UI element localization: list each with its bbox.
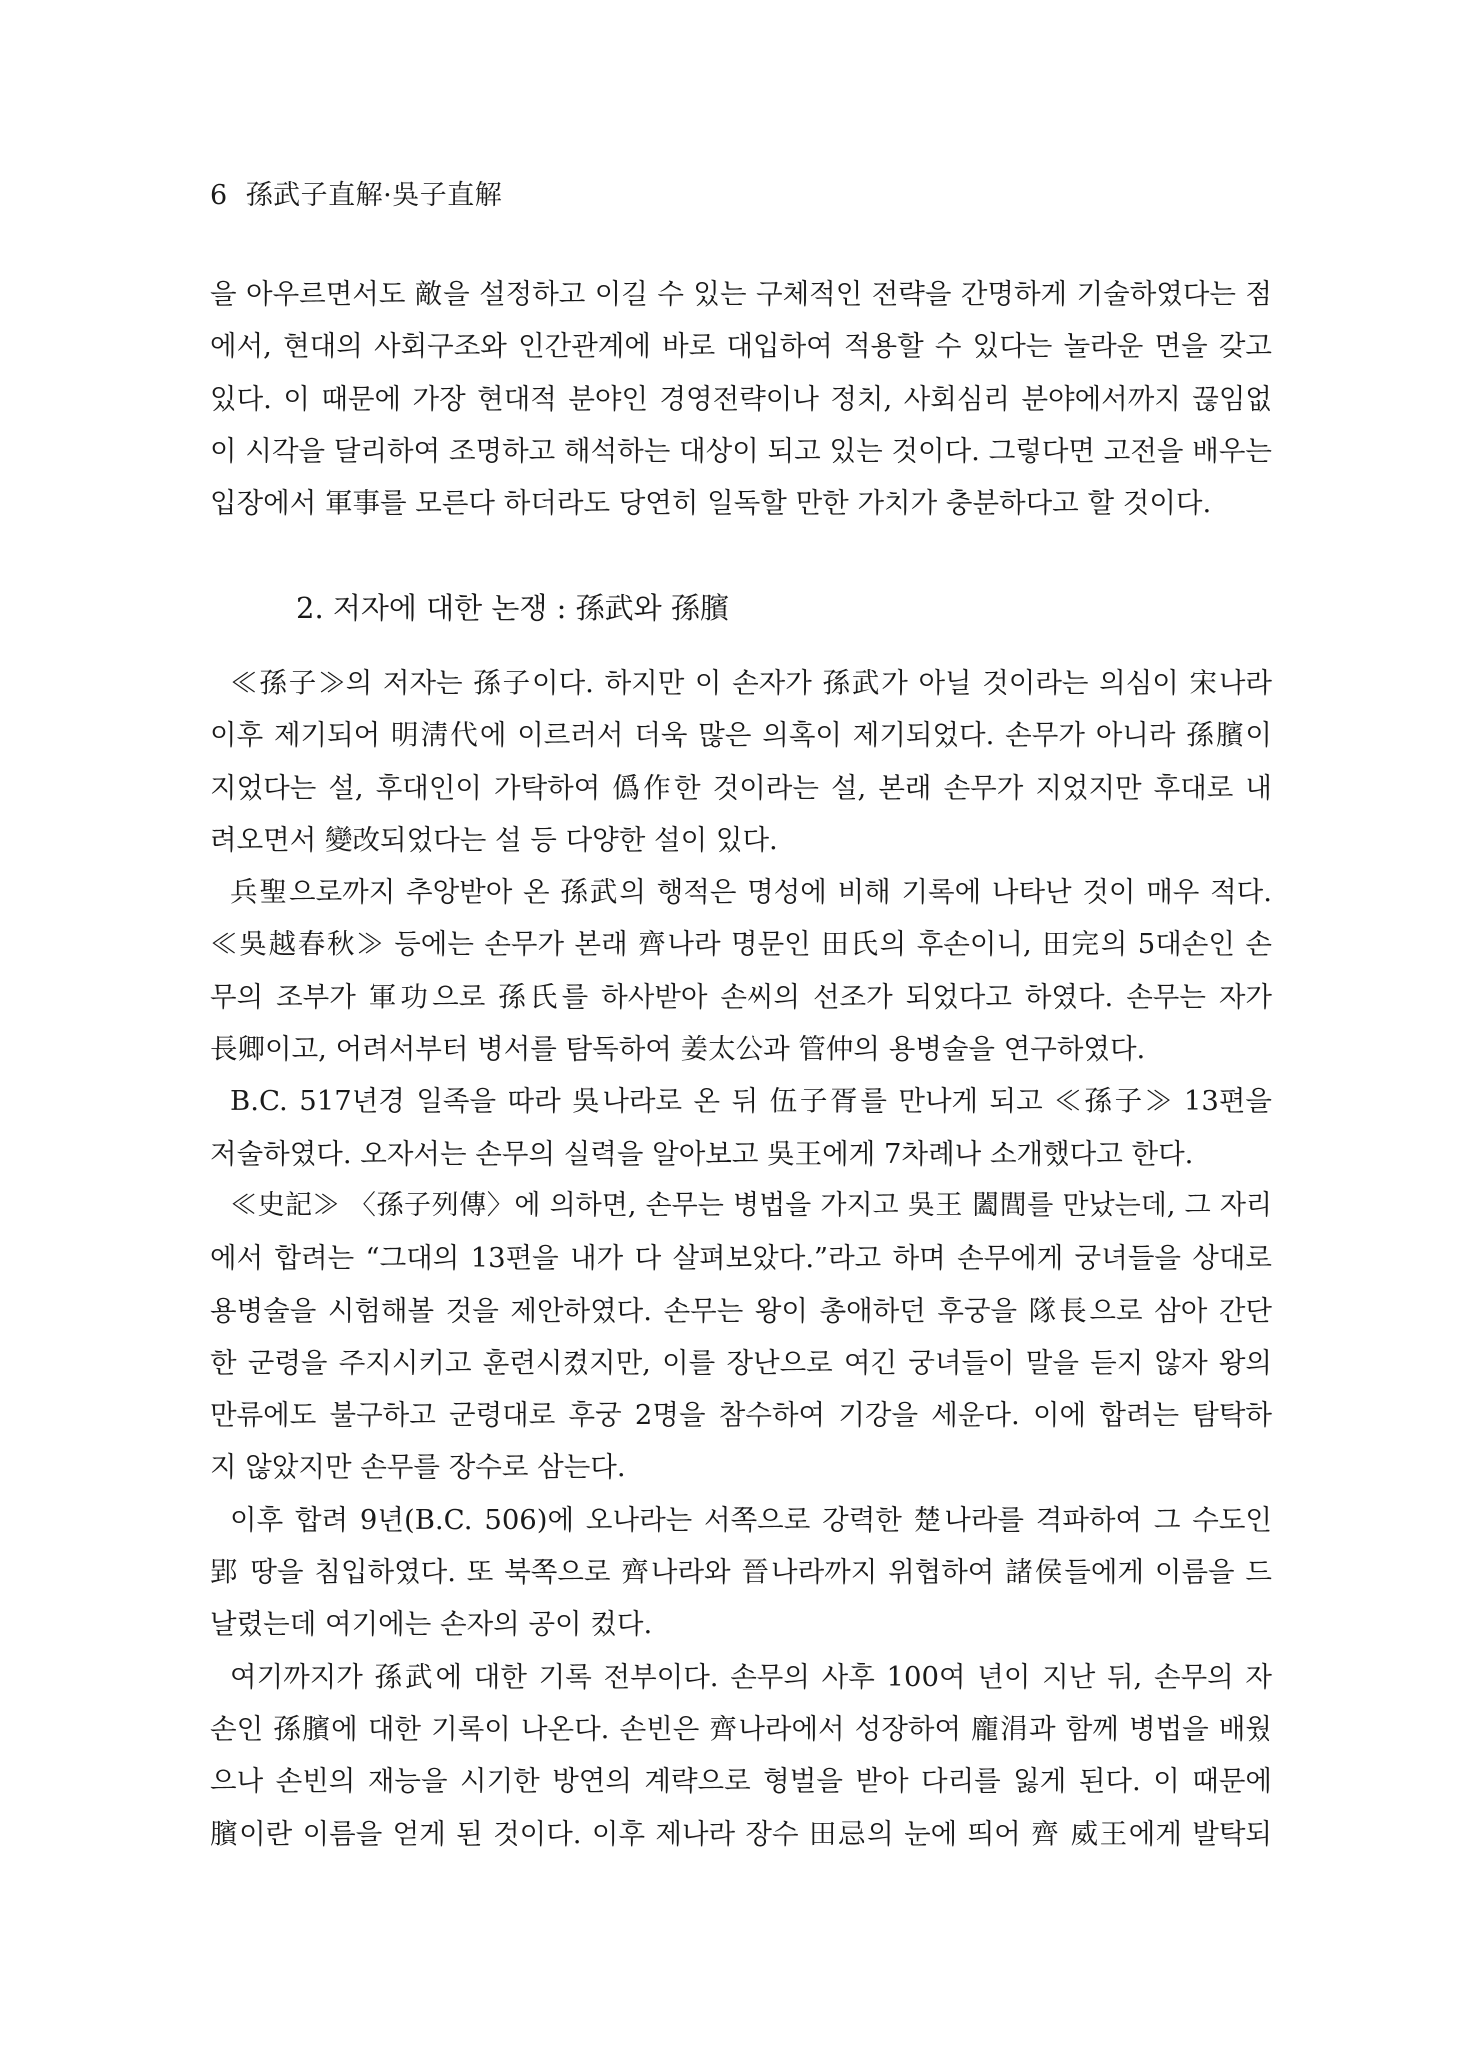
body-line: 지었다는 설, 후대인이 가탁하여 僞作한 것이라는 설, 본래 손무가 지었지만 후대로 내 bbox=[210, 771, 1272, 804]
section-heading: 2. 저자에 대한 논쟁 : 孫武와 孫臏 bbox=[296, 591, 729, 625]
body-line: 있다. 이 때문에 가장 현대적 분야인 경영전략이나 정치, 사회심리 분야에서까지 끊임없 bbox=[210, 382, 1272, 415]
page-number: 6 bbox=[210, 180, 228, 211]
body-line: 만류에도 불구하고 군령대로 후궁 2명을 참수하여 기강을 세운다. 이에 합려는 탐탁하 bbox=[210, 1399, 1272, 1432]
body-line: 臏이란 이름을 얻게 된 것이다. 이후 제나라 장수 田忌의 눈에 띄어 齊 威王에게 발탁되 bbox=[210, 1817, 1272, 1850]
body-line: 에서 합려는 “그대의 13편을 내가 다 살펴보았다.”라고 하며 손무에게 궁녀들을 상대로 bbox=[210, 1242, 1272, 1275]
body-line: 長卿이고, 어려서부터 병서를 탐독하여 姜太公과 管仲의 용병술을 연구하였다. bbox=[210, 1033, 1146, 1066]
body-line: 兵聖으로까지 추앙받아 온 孫武의 행적은 명성에 비해 기록에 나타난 것이 매우 적다. bbox=[230, 876, 1272, 909]
body-line: 을 아우르면서도 敵을 설정하고 이길 수 있는 구체적인 전략을 간명하게 기술하였다는 점 bbox=[210, 278, 1272, 310]
body-line: 지 않았지만 손무를 장수로 삼는다. bbox=[210, 1451, 626, 1484]
body-line: 에서, 현대의 사회구조와 인간관계에 바로 대입하여 적용할 수 있다는 놀라운 면을 갖고 bbox=[210, 330, 1272, 363]
body-line: B.C. 517년경 일족을 따라 吳나라로 온 뒤 伍子胥를 만나게 되고 ≪孫子≫ 13편을 bbox=[230, 1085, 1272, 1118]
body-line: 으나 손빈의 재능을 시기한 방연의 계략으로 형벌을 받아 다리를 잃게 된다. 이 때문에 bbox=[210, 1765, 1272, 1798]
body-line: 郢 땅을 침입하였다. 또 북쪽으로 齊나라와 晉나라까지 위협하여 諸侯들에게 이름을 드 bbox=[210, 1556, 1272, 1589]
body-line: 이후 제기되어 明淸代에 이르러서 더욱 많은 의혹이 제기되었다. 손무가 아니라 孫臏이 bbox=[210, 719, 1272, 752]
body-line: 손인 孫臏에 대한 기록이 나온다. 손빈은 齊나라에서 성장하여 龐涓과 함께 병법을 배웠 bbox=[210, 1712, 1272, 1745]
body-line: 무의 조부가 軍功으로 孫氏를 하사받아 손씨의 선조가 되었다고 하였다. 손무는 자가 bbox=[210, 980, 1272, 1013]
body-line: 입장에서 軍事를 모른다 하더라도 당연히 일독할 만한 가치가 충분하다고 할 것이다. bbox=[210, 487, 1212, 520]
running-header bbox=[210, 178, 502, 214]
body-line: 용병술을 시험해볼 것을 제안하였다. 손무는 왕이 총애하던 후궁을 隊長으로 삼아 간단 bbox=[210, 1294, 1272, 1327]
body-line: 이후 합려 9년(B.C. 506)에 오나라는 서쪽으로 강력한 楚나라를 격파하여 그 수도인 bbox=[230, 1503, 1272, 1536]
body-line: ≪吳越春秋≫ 등에는 손무가 본래 齊나라 명문인 田氏의 후손이니, 田完의 5대손인 손 bbox=[210, 928, 1272, 961]
book-title: 孫武子直解·吳子直解 bbox=[245, 180, 503, 211]
body-line: 여기까지가 孫武에 대한 기록 전부이다. 손무의 사후 100여 년이 지난 뒤, 손무의 자 bbox=[230, 1660, 1272, 1693]
body-line: 한 군령을 주지시키고 훈련시켰지만, 이를 장난으로 여긴 궁녀들이 말을 듣지 않자 왕의 bbox=[210, 1346, 1272, 1379]
body-line: 날렸는데 여기에는 손자의 공이 컸다. bbox=[210, 1608, 653, 1641]
body-line: 이 시각을 달리하여 조명하고 해석하는 대상이 되고 있는 것이다. 그렇다면 고전을 배우는 bbox=[210, 434, 1272, 467]
body-line: 저술하였다. 오자서는 손무의 실력을 알아보고 吳王에게 7차례나 소개했다고 한다. bbox=[210, 1137, 1194, 1170]
body-line: ≪孫子≫의 저자는 孫子이다. 하지만 이 손자가 孫武가 아닐 것이라는 의심이 宋나라 bbox=[230, 667, 1272, 699]
intro-paragraph bbox=[210, 268, 1272, 529]
body-line: 려오면서 變改되었다는 설 등 다양한 설이 있다. bbox=[210, 823, 778, 856]
body-line: ≪史記≫ 〈孫子列傳〉에 의하면, 손무는 병법을 가지고 吳王 闔閭를 만났는데, 그 자리 bbox=[230, 1189, 1272, 1221]
section-body bbox=[210, 657, 1272, 1860]
